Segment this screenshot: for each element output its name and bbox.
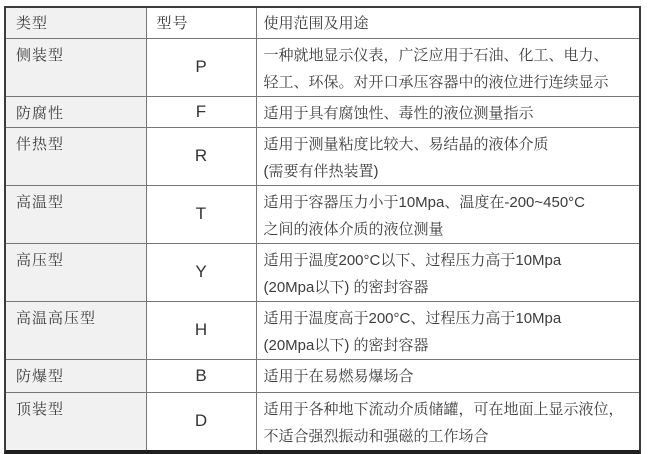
usage-line: (需要有伴热装置): [263, 162, 379, 180]
type-cell: 高温高压型: [6, 301, 146, 359]
table-row: [6, 392, 639, 450]
type-cell: 防爆型: [6, 359, 146, 392]
model-cell: T: [146, 185, 256, 243]
header-usage: 使用范围及用途: [256, 8, 639, 38]
usage-line: (20Mpa以下) 的密封容器: [263, 278, 429, 296]
model-cell: H: [146, 301, 256, 359]
table-row: [6, 96, 639, 127]
table-header-row: [6, 8, 639, 38]
type-cell: 侧装型: [6, 38, 146, 96]
usage-cell: [256, 127, 639, 185]
model-cell: B: [146, 359, 256, 392]
usage-line: 适用于具有腐蚀性、毒性的液位测量指示: [263, 104, 534, 122]
usage-line: 适用于在易燃易爆场合: [263, 367, 414, 385]
usage-cell: [256, 38, 639, 96]
usage-line: 轻工、环保。对开口承压容器中的液位进行连续显示: [263, 73, 609, 91]
gauge-model-table-grid: [6, 8, 639, 450]
type-cell: 防腐性: [6, 96, 146, 127]
usage-cell: [256, 243, 639, 301]
usage-line: (20Mpa以下) 的密封容器: [263, 336, 429, 354]
model-cell: R: [146, 127, 256, 185]
table-row: [6, 359, 639, 392]
type-cell: 高压型: [6, 243, 146, 301]
usage-line: 适用于测量粘度比较大、易结晶的液体介质: [263, 135, 549, 153]
usage-cell: [256, 392, 639, 450]
usage-line: 不适合强烈振动和强磁的工作场合: [263, 427, 489, 445]
type-cell: 伴热型: [6, 127, 146, 185]
usage-line: 适用于各种地下流动介质储罐，可在地面上显示液位，: [263, 400, 624, 418]
usage-line: 适用于容器压力小于10Mpa、温度在-200~450°C: [263, 193, 586, 211]
gauge-model-table: [4, 6, 641, 454]
table-row: [6, 127, 639, 185]
model-cell: P: [146, 38, 256, 96]
table-row: [6, 301, 639, 359]
usage-cell: [256, 301, 639, 359]
usage-line: 一种就地显示仪表，广泛应用于石油、化工、电力、: [263, 46, 609, 64]
usage-cell: [256, 359, 639, 392]
usage-cell: [256, 185, 639, 243]
type-cell: 高温型: [6, 185, 146, 243]
usage-line: 适用于温度200°C以下、过程压力高于10Mpa: [263, 251, 562, 269]
type-cell: 顶装型: [6, 392, 146, 450]
header-type: 类型: [6, 8, 146, 38]
model-cell: D: [146, 392, 256, 450]
table-row: [6, 243, 639, 301]
model-cell: Y: [146, 243, 256, 301]
usage-cell: [256, 96, 639, 127]
usage-line: 之间的液体介质的液位测量: [263, 220, 444, 238]
table-row: [6, 185, 639, 243]
model-cell: F: [146, 96, 256, 127]
table-row: [6, 38, 639, 96]
header-model: 型号: [146, 8, 256, 38]
usage-line: 适用于温度高于200°C、过程压力高于10Mpa: [263, 309, 562, 327]
